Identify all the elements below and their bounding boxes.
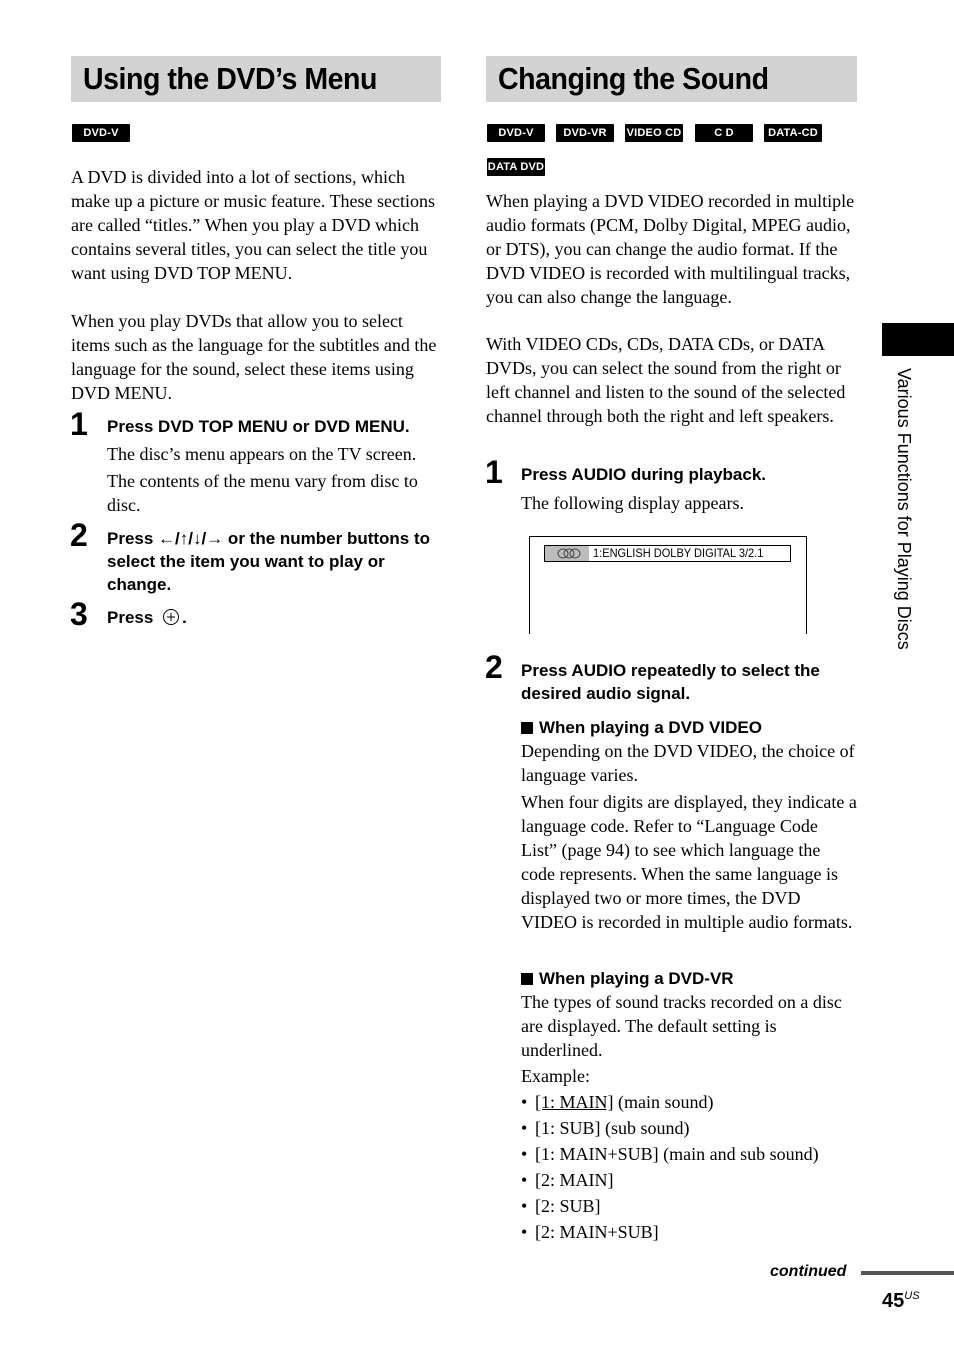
right-intro-1: When playing a DVD VIDEO recorded in multiple audio formats (PCM, Dolby Digital, MPEG audio, or DTS), you can change the audio format. If the DVD VIDEO is recorded with multilingual tracks, you can also change the language. <box>486 191 855 307</box>
right-intro-2: With VIDEO CDs, CDs, DATA CDs, or DATA DVDs, you can select the sound from the right or left channel and listen to the sound of the selected channel through both the right and left speakers. <box>486 334 846 426</box>
left-step-3-press: Press <box>107 608 154 627</box>
page-number-suffix: US <box>904 1290 920 1302</box>
list-item: • [2: MAIN] <box>521 1170 614 1190</box>
list-item-desc: (main and sub sound) <box>658 1144 819 1164</box>
list-item: • [2: SUB] <box>521 1196 601 1216</box>
left-step-3-title <box>107 606 307 632</box>
section-tab-marker <box>882 323 954 356</box>
dvd-vr-subheading <box>521 968 857 990</box>
right-step-1-body: The following display appears. <box>521 493 744 513</box>
list-item: • [1: MAIN+SUB] (main and sub sound) <box>521 1144 819 1164</box>
list-item: • [1: MAIN] (main sound) <box>521 1092 714 1112</box>
page-number-value: 45 <box>882 1290 905 1312</box>
list-item-label: [2: MAIN+SUB] <box>535 1222 659 1242</box>
list-item-label: [1: MAIN+SUB] <box>535 1144 659 1164</box>
list-item-label: [1: SUB] <box>535 1118 601 1138</box>
dvd-vr-example: Example: <box>521 1066 590 1086</box>
audio-icon <box>545 546 589 561</box>
badge-dvd-vr: DVD-VR <box>556 124 614 142</box>
left-step-1-body-1: The disc’s menu appears on the TV screen. <box>107 444 417 464</box>
left-heading-box <box>71 56 441 102</box>
left-step-1-body-2: The contents of the menu vary from disc to disc. <box>107 471 418 515</box>
right-step-1-title: Press AUDIO during playback. <box>521 465 766 484</box>
list-item-label: [1: MAIN] <box>535 1092 614 1112</box>
dvd-video-subheading-text: When playing a DVD VIDEO <box>539 718 762 737</box>
enter-button-icon <box>162 608 180 632</box>
section-title-vertical: Various Functions for Playing Discs <box>894 368 914 650</box>
audio-display-bar <box>544 545 791 562</box>
left-step-2-number: 2 <box>70 517 88 553</box>
square-bullet-icon <box>521 973 533 985</box>
dvd-vr-subheading-text: When playing a DVD-VR <box>539 969 734 988</box>
left-step-3-period: . <box>182 608 187 627</box>
audio-display-text: 1:ENGLISH DOLBY DIGITAL 3/2.1 <box>593 546 764 560</box>
left-step-1-number: 1 <box>70 406 88 442</box>
list-item-desc: (sub sound) <box>600 1118 690 1138</box>
badge-data-dvd: DATA DVD <box>487 158 545 176</box>
list-item-label: [2: MAIN] <box>535 1170 614 1190</box>
left-step-1-title: Press DVD TOP MENU or DVD MENU. <box>107 417 410 436</box>
dvd-vr-sound-list <box>521 1089 858 1245</box>
badge-data-cd: DATA-CD <box>764 124 822 142</box>
continued-label: continued <box>770 1263 847 1280</box>
list-item: • [1: SUB] (sub sound) <box>521 1118 690 1138</box>
dvd-video-para-2: When four digits are displayed, they indicate a language code. Refer to “Language Code List” (page 94) to see which language the code represents. When the same language is displayed two or more times, the DVD VIDEO is recorded in multiple audio formats. <box>521 792 857 932</box>
badge-cd: C D <box>695 124 753 142</box>
right-step-1-number: 1 <box>485 454 503 490</box>
left-intro-1: A DVD is divided into a lot of sections, which make up a picture or music feature. These sections are called “titles.” When you play a DVD which contains several titles, you can select the title you want using DVD TOP MENU. <box>71 167 436 283</box>
dvd-vr-para-1: The types of sound tracks recorded on a disc are displayed. The default setting is underlined. <box>521 992 842 1060</box>
dvd-video-subheading <box>521 717 857 739</box>
badge-dvd-v: DVD-V <box>487 124 545 142</box>
right-step-2-number: 2 <box>485 649 503 685</box>
badge-video-cd: VIDEO CD <box>625 124 683 142</box>
continued-rule <box>861 1271 954 1275</box>
right-step-2-title: Press AUDIO repeatedly to select the desired audio signal. <box>521 661 820 703</box>
list-item: • [2: MAIN+SUB] <box>521 1222 659 1242</box>
left-step-2-title: Press ←/↑/↓/→ or the number buttons to select the item you want to play or change. <box>107 529 431 594</box>
left-step-3-number: 3 <box>70 596 88 632</box>
right-heading-box <box>486 56 857 102</box>
left-intro-2: When you play DVDs that allow you to select items such as the language for the subtitles and the language for the sound, select these items using DVD MENU. <box>71 311 437 403</box>
dvd-video-para-1: Depending on the DVD VIDEO, the choice of language varies. <box>521 741 855 785</box>
list-item-desc: (main sound) <box>613 1092 714 1112</box>
left-heading: Using the DVD’s Menu <box>83 61 377 96</box>
right-heading: Changing the Sound <box>498 61 769 96</box>
list-item-label: [2: SUB] <box>535 1196 601 1216</box>
square-bullet-icon <box>521 722 533 734</box>
page-number <box>882 1284 920 1313</box>
badge-dvd-v-left: DVD-V <box>72 124 130 142</box>
